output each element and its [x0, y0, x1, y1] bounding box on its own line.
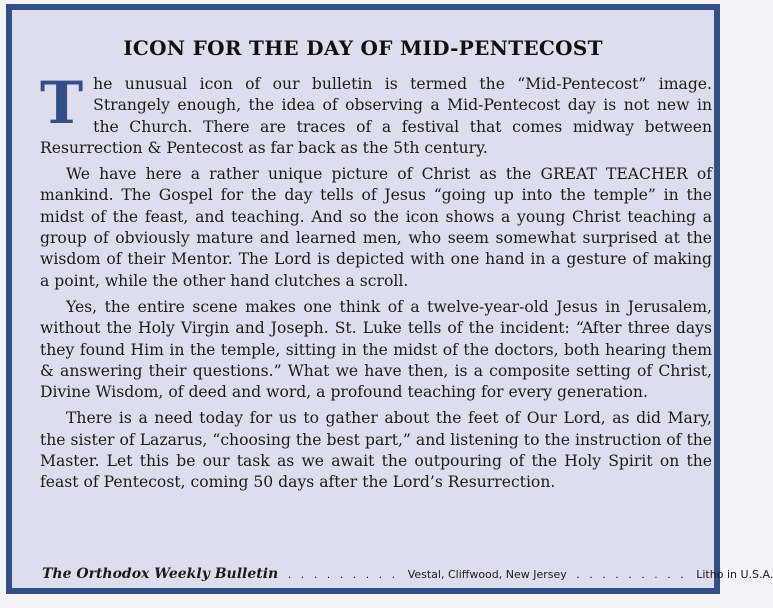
- publisher-location: Vestal, Cliffwood, New Jersey: [407, 568, 567, 581]
- drop-cap: T: [40, 69, 84, 137]
- paragraph-3: Yes, the entire scene makes one think of a twelve-year-old Jesus in Jerusalem, without the Holy Virgin and Joseph. St. Luke tells of the incident: “After three days they found Him in the temple, sitting in the midst of the doctors, both hearing them & answering their questions.” What we have then, is a composite setting of Christ, Divine Wisdom, of deed and word, a profound teaching for every generation.: [40, 297, 712, 402]
- bulletin-frame: [6, 4, 773, 594]
- paragraph-1-text: he unusual icon of our bulletin is termed the “Mid-Pentecost” image. Strangely enough, the idea of observing a Mid-Pentecost day is not new in the Church. There are traces of a festival that comes midway between Resurrection & Pentecost as far back as the 5th century.: [40, 75, 712, 157]
- publication-name: The Orthodox Weekly Bulletin: [42, 566, 279, 582]
- paragraph-2: We have here a rather unique picture of Christ as the GREAT TEACHER of mankind. The Gospel for the day tells of Jesus “going up into the temple” in the midst of the feast, and teaching. And so the icon shows a young Christ teaching a group of obviously mature and learned men, who seem somewhat surprised at the wisdom of their Mentor. The Lord is depicted with one hand in a gesture of making a point, while the other hand clutches a scroll.: [40, 165, 712, 290]
- article-title: ICON FOR THE DAY OF MID-PENTECOST: [123, 36, 603, 60]
- printing-note: Litho in U.S.A.: [696, 568, 773, 581]
- article-body: [40, 69, 712, 499]
- paragraph-4: There is a need today for us to gather about the feet of Our Lord, as did Mary, the sister of Lazarus, “choosing the best part,” and listening to the instruction of the Master. Let this be our task as we await the outpouring of the Holy Spirit on the feast of Pentecost, coming 50 days after the Lord’s Resurrection.: [40, 409, 712, 492]
- bulletin-footer: [42, 566, 773, 582]
- paragraph-1: [40, 69, 712, 159]
- leader-dots-1: . . . . . . . . .: [287, 568, 399, 581]
- leader-dots-2: . . . . . . . . .: [576, 568, 687, 581]
